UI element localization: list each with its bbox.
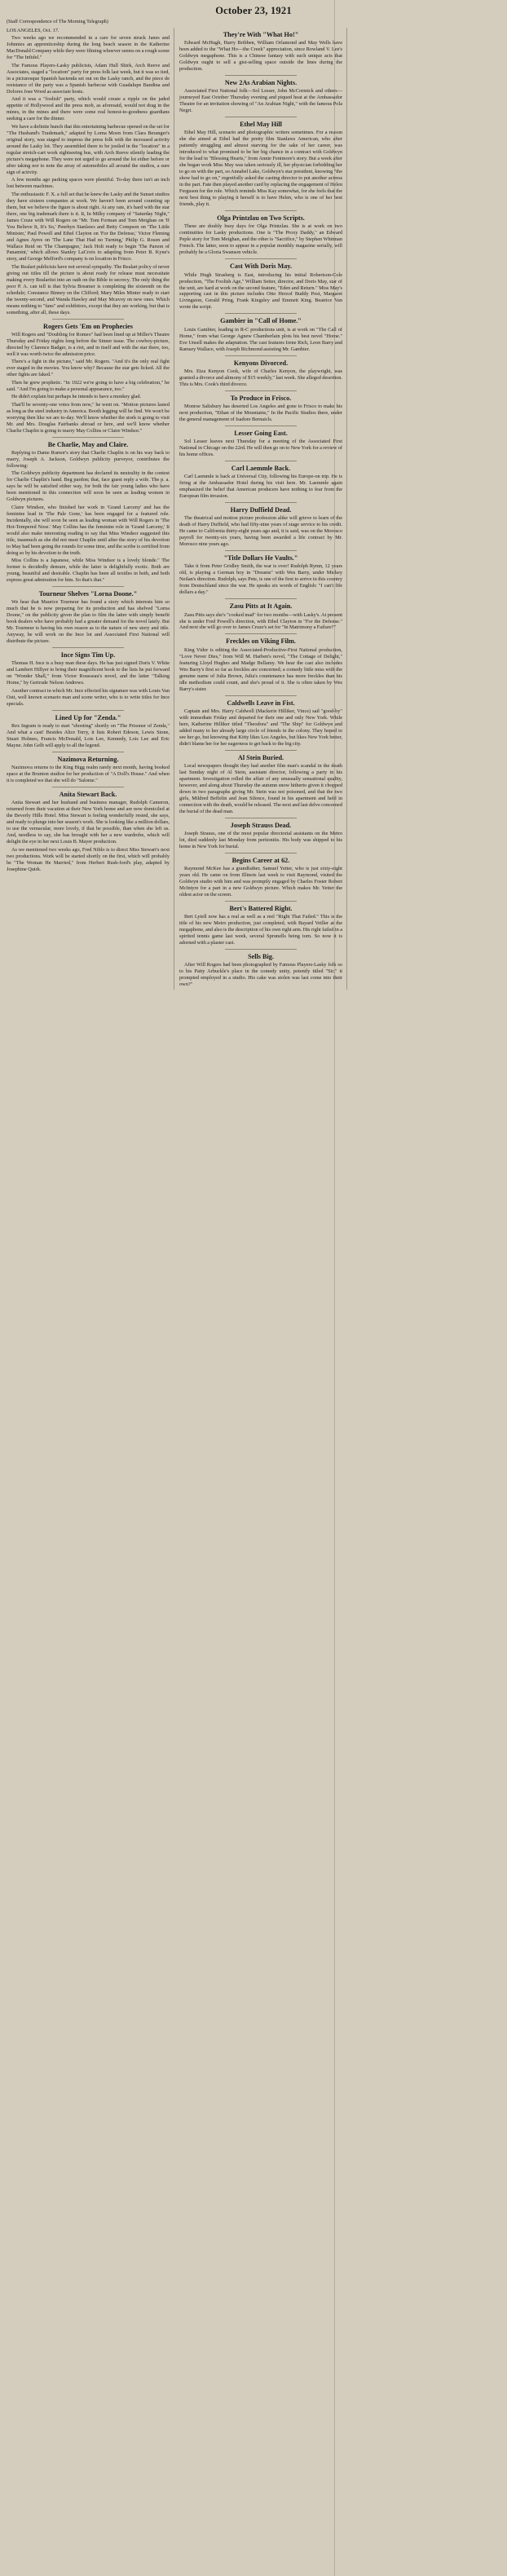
column-container <box>7 28 500 990</box>
divider <box>225 598 297 599</box>
article-paragraph: Two weeks ago we recommended in a care for seven struck Janes and Johnnies an apprenticeship during the long beach season in the Katherine MacDonald Company while they were filming whoever seems on a rough scene for "The Infidel." <box>7 35 170 61</box>
column-2 <box>179 28 347 990</box>
headline-freckles-viking: Freckles on Viking Film. <box>226 637 296 646</box>
headline-produce-in-frisco: To Produce in Frisco. <box>230 394 292 402</box>
divider <box>52 437 124 438</box>
headline-lesser-going-east: Lesser Going East. <box>234 429 288 437</box>
headline-al-stein-buried: Al Stein Buried. <box>237 753 284 761</box>
article-paragraph: The enthusiastic F. X. a full set that he knew the Lasky and the Sunset studios they have sixteen companies at work. We haven't been around counting up them, but we believe the figure is about right. At any rate, it's hard with the star there, one big trademark there is it. It, In Milky company of "Saturday Night," James Cruze with Will Rogers on "Mr. Tom Forman and Tom Meighan on 'If You Believe It, It's So,' Penrhyn Stanlaws and Betty Compson on 'The Little Minister,' Paul Powell and Ethel Clayton on 'For the Defense,' Victor Fleming and Agnes Ayres on 'The Lane That Had no Turning,' Philip G. Rosen and Wallace Reid on 'The Champagne,' Jack Holt ready to begin 'The Parson of Panamint,' which allows Stanley LaCroix to adapting from Peter B. Kyne's story, and George Melford's company is on location in Frisco. <box>7 191 170 262</box>
article-paragraph: Louis Gambier, leading in R-C productions unit, is at work on "The Call of Home," from what George Agnew Chamberlain plots his best novel "Home." Eve Unsell makes the adaptation. The cast features Irene Rich, Leon Barry and Ramsey Wallace, with Joseph Richmond assisting Mr. Gambier. <box>179 326 342 352</box>
headline-title-dollars-vaults: "Title Dollars He Vaults." <box>223 554 298 562</box>
article-paragraph: He didn't explain but perhaps he intends to have a monkey glad. <box>11 394 142 400</box>
headline-carl-laemmle-back: Carl Laemmle Back. <box>231 464 291 472</box>
headline-begins-career-62: Begins Career at 62. <box>231 856 290 864</box>
article-paragraph: Edward McHugh, Harry Bribben, William Orlamond and May Wells have been added to the "What Ho—the Creek" appreciation, since Rowland V. Lee's Goldwyn megaphone. This is a Chinese fantasy with such unique acts that Goldwyn ought to sell a gist-selling space outside the lines during the production. <box>179 40 342 73</box>
article-paragraph: Claire Windsor, who finished her work in 'Grand Larceny' and has the feminine lead in 'The Pale Gone,' has been engaged for a featured role. Incidentally, she will soon be seen as leading woman with Will Rogers in 'The Hot-Tempered Nose.' May Collins has the feminine role in 'Grand Larceny,' It would also make interesting reading to say that Miss Windsor suggested this title, inasmuch as she did not meet Chaplin until after the story of his devotion to May had been going the rounds for some time, and the scribe is certified from doing so by his devotion to the truth. <box>7 504 170 556</box>
article-paragraph: Raymond McKee has a grandfather, Samuel Yetter, who is just sixty-eight years old. He came on from Illinois last week to visit Raymond, visited the Goldwyn studio with him and was promptly engaged by Charles Foster Robert McIntyre for a part in a new Goldwyn picture. Which makes Mr. Yetter the oldest actor on the screen. <box>179 866 342 898</box>
article-paragraph: Another contract in which Mr. Ince effected his signature was with Louis Van Ostt, well known scenario man and scene writer, who is to write titles for Ince specials. <box>7 687 170 707</box>
dateline: LOS ANGELES, Oct. 17. <box>7 28 60 33</box>
headline-theyre-with-what-ho: They're With "What Ho!" <box>223 31 299 38</box>
article-paragraph: Anita Stewart and her husband and business manager, Rudolph Cameron, returned from their vacation at their New York home and are now domiciled at the Beverly Hills Hotel. Miss Stewart is feeling wonderfully rested, she says, and ready to plunge into her season's work. She is looking like a million dollars, to use the vernacular, more lovely, if that be possible, than when she left us. And, needless to say, she has brought with her a new wardrobe, which will delight the eye in her next Louis B. Mayer production. <box>7 800 170 845</box>
article-paragraph: After Will Rogers had been photographed by Famous Players-Lasky folk so to his Patty Arbuckle's place in the comedy unity, potently titled "Sir," it prompted employed in a studio. His cake was stolen was last come into their own?" <box>179 962 342 988</box>
divider <box>225 390 297 391</box>
headline-lorna-doone: Tourneur Shelves "Lorna Doone." <box>38 590 138 598</box>
article-paragraph: Sol Lesser leaves next Thursday for a meeting of the Associated First National in Chicago on the 22rd. He will then go on to New York for a review of his home offices. <box>179 439 342 457</box>
divider <box>52 586 124 587</box>
divider <box>52 647 124 648</box>
headline-rogers-prophecies: Rogers Gets 'Em on Prophecies <box>43 322 133 330</box>
article-paragraph: Rex Ingram is ready to start "shooting" shortly on "The Prisoner of Zenda," And what a cast! Besides Alice Terry, it lists Robert Edeson, Lewis Stone, Stuart Holmes, Francis McDonald, Lois Lee, Kennedy, Lois Lee and Eric Mayne. John Gelb will apply to all the legend. <box>7 723 170 748</box>
article-paragraph: Zasu Pitts says she's "cooked mad" for two months—with Lasky's. At present she is under Fred Powell's direction, with Ethel Clayton in "For the Defense." And next she will go over to James Cruze's set for "In Matrimony a Failure?" <box>179 611 342 631</box>
headline-olga-printzlau: Olga Printzlau on Two Scripts. <box>217 214 305 223</box>
article-paragraph: A few months ago parking spaces were plentiful. To-day there isn't an inch lost between machines. <box>7 177 170 190</box>
divider <box>52 319 124 320</box>
headline-kenyons-divorced: Kenyons Divorced. <box>233 359 289 367</box>
article-paragraph: Thomas H. Ince is a busy man these days. He has just signed Doris V. White and Lambert Hillyer to bring their magnificent book to the lists he put forward on "Wonder Shall," from Victor Rousseau's novel, and the latter "Talking Home," by Gertrude Nelson Andrews. <box>7 660 170 686</box>
divider <box>225 355 297 356</box>
headline-charlie-may-claire: Be Charlie, May and Claire. <box>47 440 129 448</box>
article-paragraph: Local newspapers thought they had another film man's scandal in the death last Sunday night of Al Stein, assistant director, following a party in his apartment. Investigation rolled the affair of any unusually sensational quality, however, and along about Thursday the autumn snow hitherto given it chopped down in two paragraphs giving Mr. Stein was not poisoned, and that the two girls, Mildred Beffelin and Jean Silence, found in his apartment and held in connection with the death, would be released. The next and last delve concerned the burial of the dead man. <box>179 762 342 814</box>
headline-gambier-call-of-home: Gambier in "Call of Home." <box>220 317 302 325</box>
article-paragraph: Captain and Mrs. Harry Caldwell (Mackerie Hilliker, Vince) sail "good-by" with immediate Friday and departed for their one and only New York. While here, Katherine Hilliker titled "Theodora" and "The Ship" for Goldwyn and added many to her already large circle of friends in the colony. They hoped to see her go, but knowing that Kitty likes Los Angeles, but likes New York better, didn't blame her for her eagerness to get back to the big city. <box>179 708 342 747</box>
credit-line-block <box>7 19 500 25</box>
article-paragraph: Bert Lytell now has a real as well as a reel "Right That Failed." This is the title of his new Metro production, just completed, with Bayard Veiller at the megaphone, and also is the description of his own right arm. His right failed in a spirited tennis game last week, several Sprunells being torn. So now it is adorned with a plaster cast. <box>179 914 342 946</box>
article-paragraph: Associated First National folk—Sol Lesser, John McCormick and others—journeyed East October Thursday evening and piqued heat at the Ambassador Theatre for an invitation showing of "An Arabian Night," with the famous Pola Negri. <box>179 88 342 114</box>
divider <box>225 949 297 950</box>
article-paragraph: Mrs. Eiza Kenyon Cook, wife of Charles Kenyon, the playwright, was granted a divorce and alimony of $15 weekly," last week. She alleged desertion. This is Mrs. Cook's third divorce. <box>179 368 342 387</box>
headline-lined-up-zenda: Lined Up for "Zenda." <box>55 713 121 721</box>
article-paragraph: That'll be seventy-one votes from now," he went on. "Motion pictures lasted as long as the steel industry in America. Booth legging will be find. We won't be worrying then like we are to-day. We'll know whether the stork is going to visit Mr. and Mrs. Douglas Fairbanks abroad or here, and we'll know whether Charlie Chaplin is going to marry May Collins or Claire Windsor." <box>7 401 170 434</box>
divider <box>225 695 297 696</box>
article-paragraph: There's a fight in the picture," said Mr. Rogers. "And it's the only real fight ever staged in the movies. You know why? Because the star gets licked. All the other fights are faked." <box>7 359 170 378</box>
headline-new-arabian-nights: New 2As Arabian Nights. <box>224 79 298 87</box>
article-paragraph: The theatrical and motion picture profession alike will grieve to learn of the death of Harry Duffield, who had fifty-nine years of stage service to his credit. He came to California thirty-eight years ago and, it is said, was on the Morosco payroll for twenty-six years, having been awarded a life contract by Mr. Morosco nine years ago. <box>179 515 342 548</box>
headline-anita-stewart-back: Anita Stewart Back. <box>59 791 117 799</box>
divider <box>225 258 297 259</box>
divider <box>52 710 124 711</box>
masthead <box>7 5 500 17</box>
article-paragraph: Nazimova returns to the King Bigg realm rarely next month, having booked space at the Brunton studios for her production of "A Doll's House." And when it is completed we that she will do "Salome." <box>7 765 170 784</box>
headline-sells-big: Sells Big. <box>248 953 274 961</box>
column-3 <box>352 28 507 990</box>
article-paragraph: Then he grew prophetic. "In 1922 we're going to have a big celebration," he said. "And I'm going to make a personal appearance, too." <box>7 379 170 392</box>
article-paragraph: Ethel May Hill, scenario and photographic writers sometimes. For a reason she she aimed at Ethel had the pretty film Stanlaws American, who after patiently struggling and almost starving for the sake of her career, was introduced to what promised to be her big chance in a contract with Goldwyn for the lead in "Blessing Hearts," from Annie Fenimore's story. But a week after she began work Miss May was taken seriously ill, her physician forbidding her to go on with the part, so Annabel Lake, Goldwyn's star president, knowing "the show had to go on," regretfully asked the casting director to put another actress in the part. Fate then played another card by replacing the engagement of Helen Ferguson for the role. Which reminds Miss Kay somewhat, for she feels that the next best thing to playing it herself is to have Helen, who is one of her best friends, play it. <box>179 130 342 208</box>
article-paragraph: And it was a "foolish" party, which would create a ripple on the jaded appetite of Hollywood and the press mob, as aforesaid, would not drag in the mines, in the mines and there were some real honest-to-goodness guardians seeking a care for the dinner. <box>7 96 170 122</box>
article-paragraph: We hear that Maurice Tourneur has found a story which interests him so much that he is now preparing for its production and has shelved "Lorna Doone," on the publicity given the plan to film the latter with simply benefit book dealers who have probably had a greater demand for the novel lately. But Mr. Tourneur is having his own reason as to the nature of new story and title. Anyway, he will work on the Ince lot and Associated First National will distribute the picture. <box>7 599 170 645</box>
article-paragraph: Monroe Salisbury has deserted Los Angeles and gone to Frisco to make his next production, "Ethan of the Mountains," In the Pacific Studios there, under the general management of Isadore Bernaicls. <box>179 403 342 422</box>
headline-ince-signs: Ince Signs Tim Up. <box>60 651 116 659</box>
article-paragraph: The Goldwyn publicity department has declared its neutrality in the contest for Charlie Chaplin's hand. Beg pardon; that, face guest reply a wife. The p. a. says he will be satisfied either way, for both the fair young ladies who have been mentioned in this connection will soon be seen as leading women in Goldwyn pictures. <box>7 470 170 503</box>
article-paragraph: The Realart publicists have not several sympathy. The Realart policy of never giving out titles till the picture is about ready for release must necessitate making every Realartist into an oath on the Bible to secrecy. The only thing the poor P. A. can tell is that Sylvia Breamer is completing the sixteenth on the schedule; Constance Binney on the Clifford; Mary Miles Minter ready to start the twenty-second, and Wanda Hawley and May Mcavoy on new ones. Which means nothing to "fans" and exhibitors, except that they are working, but that is something, after all, these days. <box>7 263 170 315</box>
divider <box>225 502 297 503</box>
article-paragraph: Joseph Strauss, one of the most popular directorial assistants on the Metro lot, died suddenly last Monday from peritonitis. His body was shipped to his home in New York for burial. <box>179 830 342 849</box>
article-paragraph: King Vidor is editing the Associated-Productive-First National production, "Love Never Dies," from Will M. Harben's novel, "The Cottage of Delight," featuring Lloyd Hughes and Madge Bellamy. We hear the cast also includes Wes Barry's first so far as freckles are concerned; a comedy little miss with the genuine name of Julia Brown, Julia's countenance has more freckles than his idle methodism could count, and she's proud of it. She is often taken by Wes Barry's sister. <box>179 646 342 692</box>
headline-berts-battered-right: Bert's Battered Right. <box>229 904 293 912</box>
article-paragraph: While Hugh Strasberg is East, introducing his initial Robertson-Cole production, "The Foolish Age," William Seiter, director, and Doris May, star of the unit, are hard at work on the second feature, "Eden and Return." Miss May's supporting cast in this picture includes Otto Herzof Buddy Post, Margaret Livingston, Gerald Pring, Frank Kingsley and Emmett King. Beatrice Van wrote the script. <box>179 271 342 311</box>
divider <box>225 75 297 76</box>
divider <box>225 750 297 751</box>
divider <box>225 550 297 551</box>
headline-zasu-pitts: Zasu Pitts at It Again. <box>229 602 293 611</box>
headline-ethel-may-hill: Ethel May Hill <box>240 121 282 129</box>
article-paragraph: Replying to Dame Rumor's story that Charlie Chaplin is on his way back to marry, Joseph A. Jackson, Goldwyn publicity purveyor, contributes the following: <box>7 449 170 469</box>
article-paragraph: Miss Collins is a Japanese, while Miss Windsor is a lovely blonde." The former is decidedly demure, while the latter is delightfully exotic. Both are young, beautiful and desirable. Chaplin has been all textiles in both, and both express great admiration for him. So that's that." <box>7 558 170 584</box>
article-paragraph: As we mentioned two weeks ago, Fred Niblo is to direct Miss Stewart's next two productions. Work will be started shortly on the first, which will probably be "The Woman He Married," from Herbert Rush-ford's play, adapted by Josephine Quirk. <box>7 846 170 872</box>
headline-harry-duffield-dead: Harry Duffield Dead. <box>230 506 292 514</box>
column-1 <box>7 28 174 990</box>
article-paragraph: Carl Laemmle is back at Universal City, following his Europe-on trip. He is firing at the Ambassador Hotel during his visit here. Mr. Laemmle again emphasized the belief that American producers have nothing to fear from the European film invasion. <box>179 474 342 500</box>
article-paragraph: These are doubly busy days for Olga Printzlau. She is at work on two continuities for Lasky productions. One is "The Proxy Daddy," an Edward Peple story for Tom Meighan, and the other is "Sacrifice," by Stephen Whitman French. The latter, soon to appear in a popular monthly magazine serially, will probably be a Gloria Swanson vehicle. <box>179 223 342 256</box>
headline-nazimova-returning: Nazimova Returning. <box>57 755 119 763</box>
headline-cast-doris-may: Cast With Doris May. <box>229 262 293 271</box>
article-paragraph: The Famous Players-Lasky publicists, Adam Hull Shirk, Arch Reeve and Associates, staged a "location" party for press folk last week, but it was so tied, in a picturesque Spanish hacienda set out on the Lasky ranch, and the piece de resistance of the party was a Spanish barbecue with Guadalupe Bandina and Dolores Jose Wood as associate hosts. <box>7 62 170 95</box>
issue-date: October 23, 1921 <box>215 5 292 16</box>
article-paragraph: Take it from Peter Gridley Smith, the war is over! Rudolph Rymn, 12 years old, is playing a German boy in "Dreams" with Wes Barry, under Mickey Neilan's direction. Rudolph, says Pete, is one of the first to arrive in this country from Deutschland since the war. He speaks six words of English: "I can't fife dollars a day." <box>179 563 342 596</box>
divider <box>225 210 297 211</box>
divider <box>225 853 297 854</box>
page-fold-line <box>334 0 335 2576</box>
divider <box>225 633 297 634</box>
headline-joseph-strauss-dead: Joseph Strauss Dead. <box>230 821 292 829</box>
credit-line: (Staff Correspondence of The Morning Telegraph) <box>7 19 108 24</box>
divider <box>225 901 297 902</box>
headline-caldwells-leave: Caldwells Leave in Fist. <box>227 699 295 707</box>
article-paragraph: Will Rogers and "Doubling for Romeo" had been lined up at Miller's Theatre Thursday and Friday nights long before the Sinner issue. The cowboy-picture, directed by Clarence Badger, is a riot, and in itself and with the star there, too, well it was worth twice the admission price. <box>7 332 170 357</box>
article-paragraph: We have a definite hunch that this entertaining barbecue opened on the set for "The Husband's Trademark," adapted by Lorna Moon from Clara Beranger's original story, was staged to impress the press folk with the increased activity around the Lasky lot. They assembled there to be jostled in the "location" in a regular stretch-cart work sightseeing bus, with Arch Reeve silently leading the picture's megaphone. They were not urged to go around the lot either before or after taking nor to note the array of automobiles all around the studios, a sure sign of activity. <box>7 123 170 175</box>
divider <box>225 313 297 314</box>
